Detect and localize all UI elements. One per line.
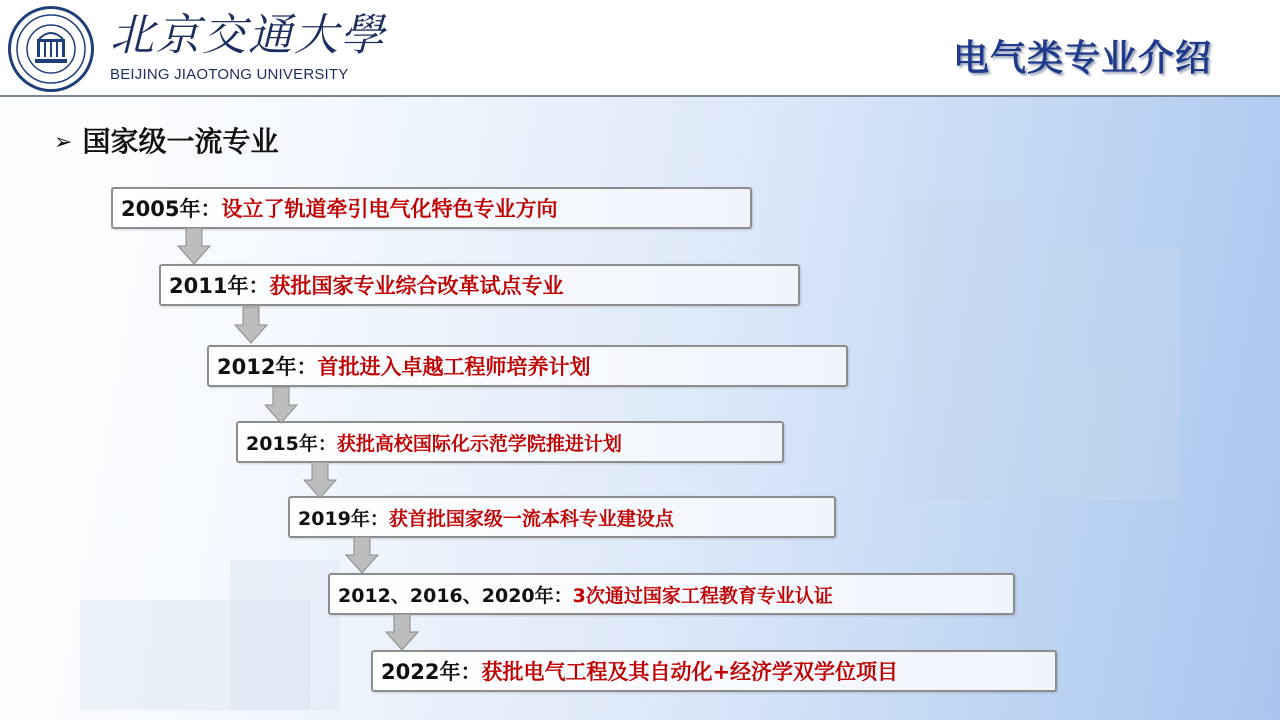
- timeline-year: 2015年：: [246, 432, 337, 455]
- page-title: 电气类专业介绍: [952, 38, 1212, 79]
- slide-header: [0, 0, 1280, 97]
- timeline-year: 2012年：: [217, 355, 318, 379]
- timeline-item-2012: [207, 345, 848, 387]
- timeline-year: 2005年：: [121, 197, 222, 221]
- down-arrow-icon: [303, 461, 337, 499]
- university-name-chinese: 北京交通大學: [110, 10, 386, 61]
- down-arrow-icon: [385, 613, 419, 651]
- timeline-year: 2011年：: [169, 274, 270, 298]
- timeline-item-certification: [328, 573, 1015, 615]
- timeline-description: 获批高校国际化示范学院推进计划: [336, 432, 622, 455]
- background-building: [1060, 370, 1130, 500]
- timeline-description: 首批进入卓越工程师培养计划: [317, 355, 591, 379]
- timeline-description: 获批电气工程及其自动化+经济学双学位项目: [481, 660, 899, 684]
- timeline-item-2011: [159, 264, 800, 306]
- timeline-description: 获首批国家级一流本科专业建设点: [388, 507, 674, 530]
- down-arrow-icon: [234, 306, 268, 344]
- background-building: [230, 560, 340, 710]
- timeline-item-2015: [236, 421, 784, 463]
- timeline-year: 2012、2016、2020年：: [338, 584, 573, 607]
- timeline-year: 2022年：: [381, 660, 482, 684]
- timeline-description: 设立了轨道牵引电气化特色专业方向: [221, 197, 558, 221]
- timeline-description: 获批国家专业综合改革试点专业: [269, 274, 564, 298]
- down-arrow-icon: [345, 536, 379, 574]
- section-heading: [54, 120, 278, 160]
- down-arrow-icon: [177, 227, 211, 265]
- down-arrow-icon: [264, 386, 298, 424]
- timeline-description: 3次通过国家工程教育专业认证: [572, 584, 833, 607]
- university-seal-logo: [8, 6, 94, 92]
- timeline-item-2005: [111, 187, 752, 229]
- header-divider: [0, 95, 1280, 97]
- timeline-year: 2019年：: [298, 507, 389, 530]
- timeline-item-2022: [371, 650, 1057, 692]
- timeline-item-2019: [288, 496, 836, 538]
- arrow-bullet-icon: ➢: [54, 130, 73, 155]
- background-building: [905, 200, 1025, 500]
- section-title: 国家级一流专业: [82, 125, 279, 158]
- university-name-english: BEIJING JIAOTONG UNIVERSITY: [110, 66, 349, 83]
